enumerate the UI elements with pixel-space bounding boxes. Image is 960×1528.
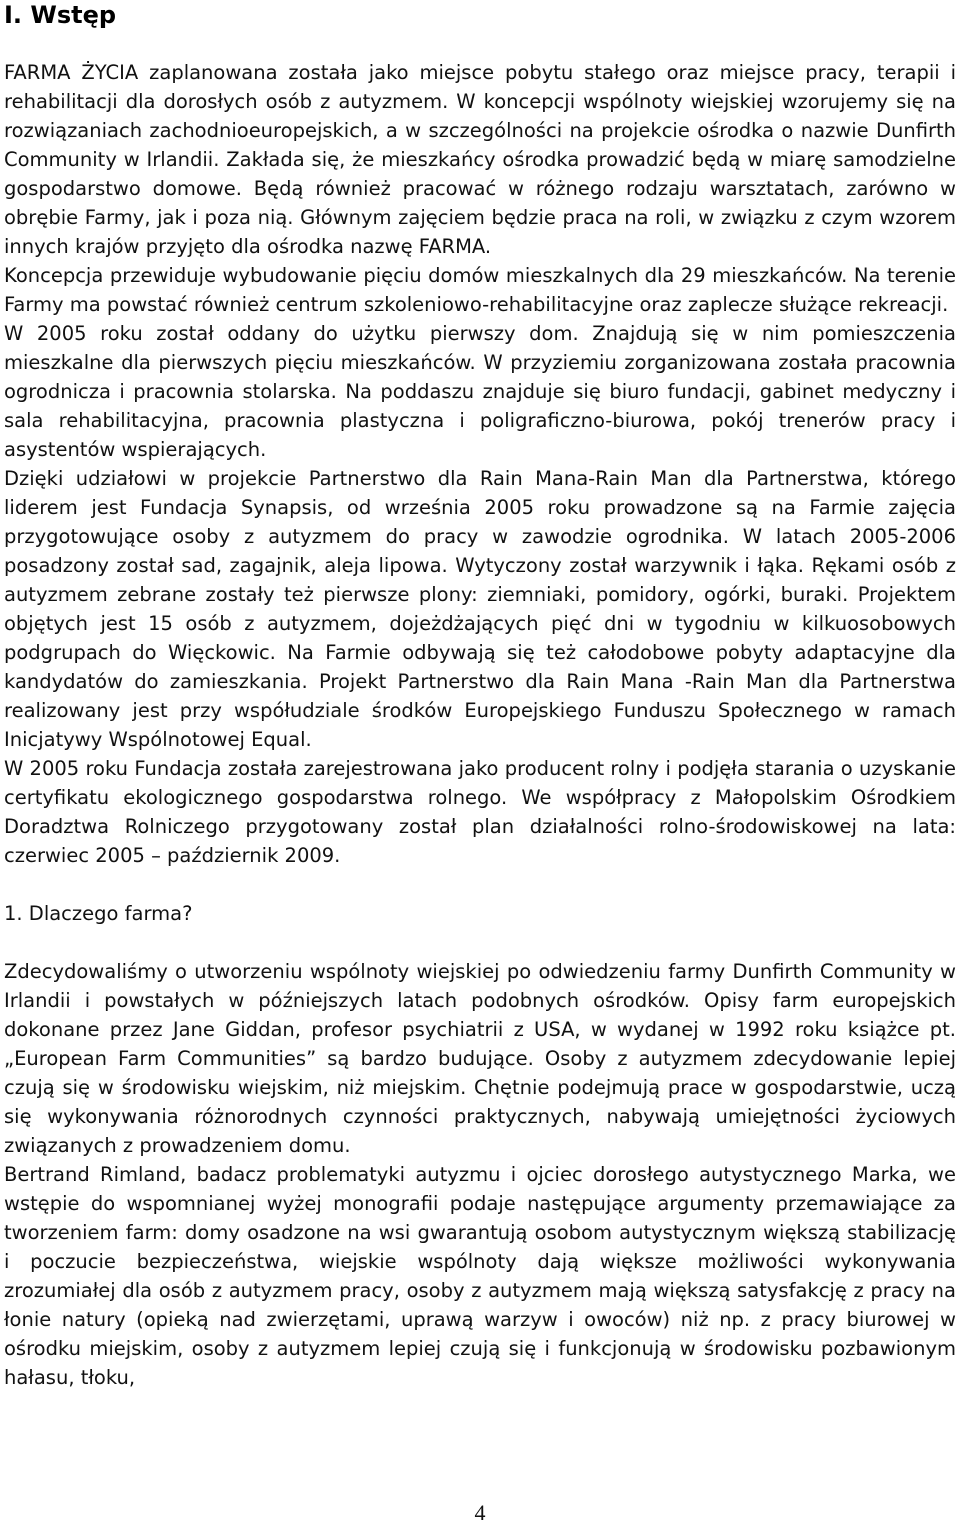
paragraph: W 2005 roku został oddany do użytku pierwszy dom. Znajdują się w nim pomieszczenia mieszkalne dla pierwszych pięciu mieszkańców. W przyziemiu zorganizowana została pracownia ogrodnicza i pracownia stolarska. Na poddaszu znajduje się biuro fundacji, gabinet medyczny i sala rehabilitacyjna, pracownia plastyczna i poligraficzno-biurowa, pokój trenerów pracy i asystentów wspierających.	[4, 322, 956, 461]
paragraph: Bertrand Rimland, badacz problematyki autyzmu i ojciec dorosłego autystycznego Marka, we wstępie do wspomnianej wyżej monografii podaje następujące argumenty przemawiające za tworzeniem farm: domy osadzone na wsi gwarantują osobom autystycznym większą stabilizację i poczucie bezpieczeństwa, wiejskie wspólnoty dają większe możliwości wykonywania zrozumiałej dla osób z autyzmem pracy, osoby z autyzmem mają większą satysfakcję z pracy na łonie natury (opieką nad zwierzętami, uprawą warzyw i owoców) niż np. z pracy biurowej w ośrodku miejskim, osoby z autyzmem lepiej czują się i funkcjonują w środowisku pozbawionym hałasu, tłoku,	[4, 1163, 956, 1389]
document-body	[4, 58, 956, 1392]
paragraph: Zdecydowaliśmy o utworzeniu wspólnoty wiejskiej po odwiedzeniu farmy Dunfirth Community w Irlandii i powstałych w późniejszych latach podobnych ośrodków. Opisy farm europejskich dokonane przez Jane Giddan, profesor psychiatrii z USA, w wydanej w 1992 roku książce pt. „European Farm Communities” są bardzo budujące. Osoby z autyzmem zdecydowanie lepiej czują się w środowisku wiejskim, niż miejskim. Chętnie podejmują prace w gospodarstwie, uczą się wykonywania różnorodnych czynności praktycznych, nabywają umiejętności życiowych związanych z prowadzeniem domu.	[4, 960, 956, 1157]
page-number: 4	[474, 1500, 486, 1525]
section-heading-wstep: I. Wstęp	[4, 1, 117, 29]
paragraph: FARMA ŻYCIA zaplanowana została jako miejsce pobytu stałego oraz miejsce pracy, terapii i rehabilitacji dla dorosłych osób z autyzmem. W koncepcji wspólnoty wiejskiej wzorujemy się na rozwiązaniach zachodnioeuropejskich, a w szczególności na projekcie ośrodka o nazwie Dunfirth Community w Irlandii. Zakłada się, że mieszkańcy ośrodka prowadzić będą w miarę samodzielne gospodarstwo domowe. Będą również pracować w różnego rodzaju warsztatach, zarówno w obrębie Farmy, jak i poza nią. Głównym zajęciem będzie praca na roli, w związku z czym wzorem innych krajów przyjęto dla ośrodka nazwę FARMA.	[4, 61, 956, 258]
document-page	[4, 0, 956, 1392]
paragraph: Koncepcja przewiduje wybudowanie pięciu domów mieszkalnych dla 29 mieszkańców. Na terenie Farmy ma powstać również centrum szkoleniowo-rehabilitacyjne oraz zaplecze służące rekreacji.	[4, 264, 956, 316]
paragraph: Dzięki udziałowi w projekcie Partnerstwo dla Rain Mana-Rain Man dla Partnerstwa, którego liderem jest Fundacja Synapsis, od września 2005 roku prowadzone są na Farmie zajęcia przygotowujące osoby z autyzmem do pracy w zawodzie ogrodnika. W latach 2005-2006 posadzony został sad, zagajnik, aleja lipowa. Wytyczony został warzywnik i łąka. Rękami osób z autyzmem zebrane zostały też pierwsze plony: ziemniaki, pomidory, ogórki, buraki. Projektem objętych jest 15 osób z autyzmem, dojeżdżających pięć dni w tygodniu w kilkuosobowych podgrupach do Więckowic. Na Farmie odbywają się też całodobowe pobyty adaptacyjne dla kandydatów do zamieszkania. Projekt Partnerstwo dla Rain Mana -Rain Man dla Partnerstwa realizowany jest przy współudziale środków Europejskiego Funduszu Społecznego w ramach Inicjatywy Wspólnotowej Equal.	[4, 467, 956, 751]
subsection-title: 1. Dlaczego farma?	[4, 902, 193, 925]
paragraph: W 2005 roku Fundacja została zarejestrowana jako producent rolny i podjęła starania o uzyskanie certyfikatu ekologicznego gospodarstwa rolnego. We współpracy z Małopolskim Ośrodkiem Doradztwa Rolniczego przygotowany został plan działalności rolno-środowiskowej na lata: czerwiec 2005 – październik 2009.	[4, 757, 956, 867]
